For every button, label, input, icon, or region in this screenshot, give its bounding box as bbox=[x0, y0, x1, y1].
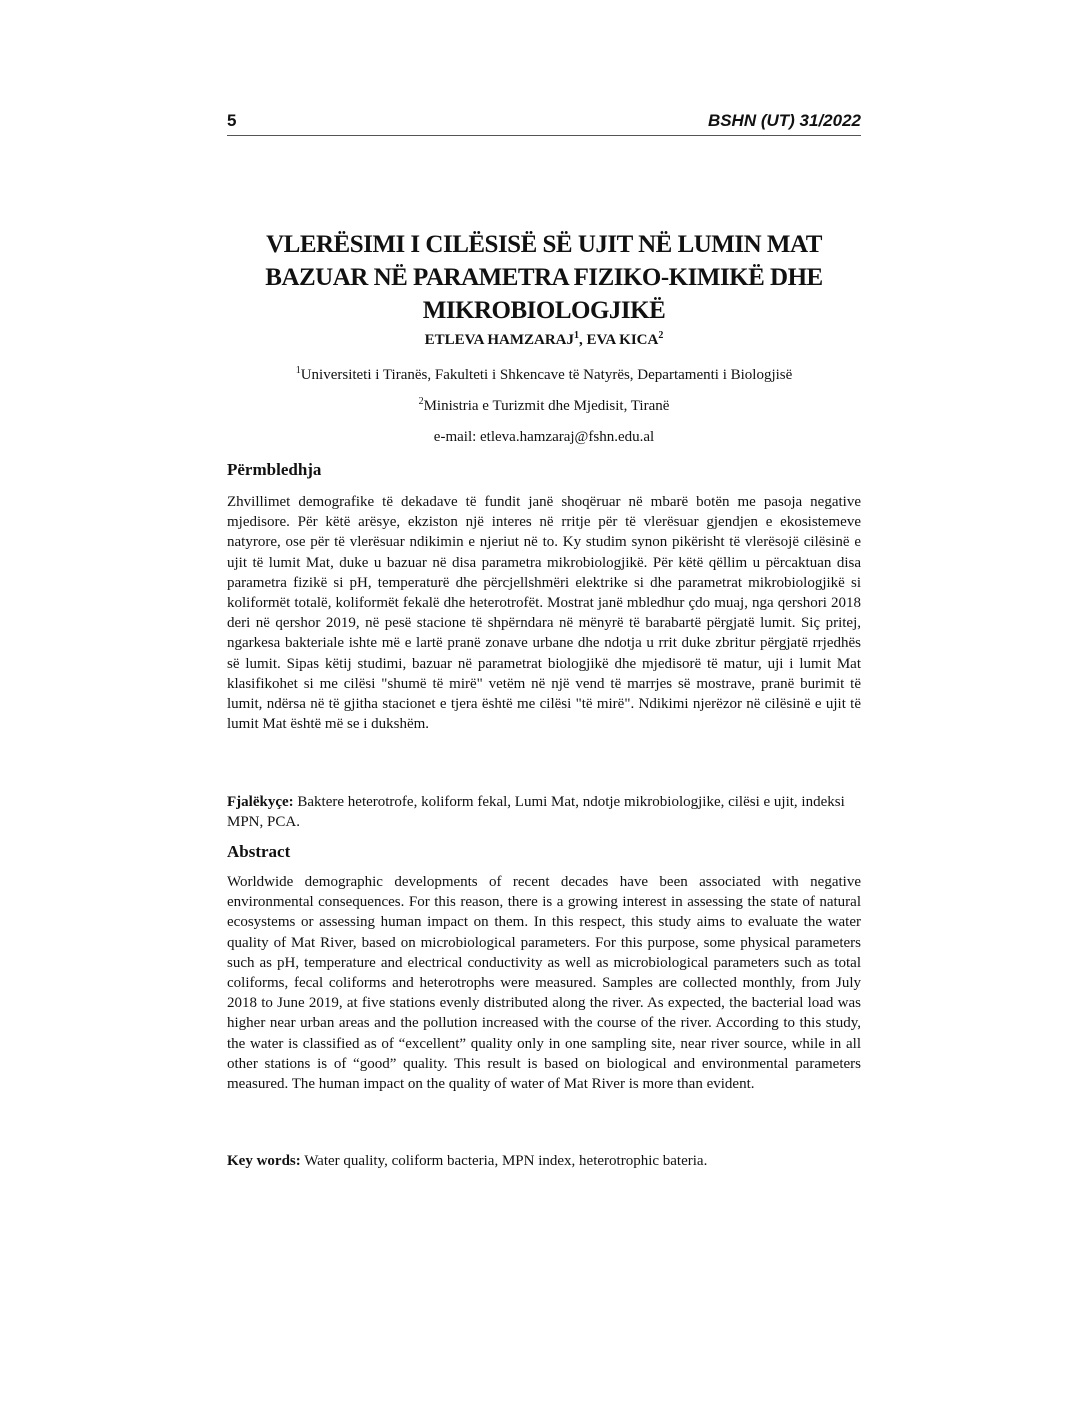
permbledhja-keywords bbox=[227, 792, 861, 832]
affiliation-1-text: Universiteti i Tiranës, Fakulteti i Shkencave të Natyrës, Departamenti i Biologjisë bbox=[300, 367, 793, 383]
title-line-2: BAZUAR NË PARAMETRA FIZIKO-KIMIKË DHE bbox=[265, 264, 823, 291]
affiliation-1 bbox=[227, 367, 861, 384]
author-1-affil-mark: 1 bbox=[574, 330, 579, 341]
permbledhja-heading: Përmbledhja bbox=[227, 460, 322, 479]
abstract-keywords-label: Key words: bbox=[227, 1153, 301, 1169]
affiliation-2-text: Ministria e Turizmit dhe Mjedisit, Tiranë bbox=[423, 398, 670, 414]
authors bbox=[227, 332, 861, 349]
paper-title bbox=[227, 228, 861, 327]
affiliation-2 bbox=[227, 398, 861, 415]
abstract-keywords-list: Water quality, coliform bacteria, MPN index, heterotrophic bateria. bbox=[300, 1153, 708, 1169]
running-header bbox=[227, 111, 861, 136]
permbledhja-keywords-list: Baktere heterotrofe, koliform fekal, Lumi Mat, ndotje mikrobiologjike, cilësi e ujit, indeksi MPN, PCA. bbox=[227, 794, 845, 831]
abstract-heading: Abstract bbox=[227, 842, 291, 861]
author-2: EVA KICA bbox=[586, 332, 659, 348]
author-2-affil-mark: 2 bbox=[658, 330, 664, 341]
affiliation-1-mark: 1 bbox=[295, 365, 301, 376]
journal-citation: BSHN (UT) 31/2022 bbox=[707, 111, 861, 130]
page-number: 5 bbox=[227, 111, 237, 130]
author-separator: , bbox=[579, 332, 587, 348]
abstract-keywords bbox=[227, 1151, 861, 1171]
permbledhja-keywords-label: Fjalëkyçe: bbox=[227, 794, 294, 810]
title-line-1: VLERËSIMI I CILËSISË SË UJIT NË LUMIN MAT bbox=[266, 231, 822, 258]
paper-page bbox=[227, 0, 861, 1408]
title-line-3: MIKROBIOLOGJIKË bbox=[422, 297, 666, 324]
author-1: ETLEVA HAMZARAJ bbox=[424, 332, 574, 348]
affiliation-2-mark: 2 bbox=[418, 396, 424, 407]
permbledhja-text: Zhvillimet demografike të dekadave të fundit janë shoqëruar në mbarë botën me pasoja negative mjedisore. Për këtë arësye, ekziston një interes në rritje për të vlerësuar gjendjen e ekosistemeve natyrore, ose për të vlerësuar ndikimin e njeriut në to. Ky studim synon pikërisht të vlerësojë cilësinë e ujit të lumit Mat, duke u bazuar në disa parametra mikrobiologjikë. Për këtë qëllim u përcaktuan disa parametra fizikë si pH, temperaturë dhe përcjellshmëri elektrike si dhe parametrat mikrobiologjikë si koliformët totalë, koliformët fekalë dhe heterotrofët. Mostrat janë mbledhur çdo muaj, nga qershori 2018 deri në qershor 2019, në pesë stacione të shpërndara në mënyrë të barabartë përgjatë lumit. Siç pritej, ngarkesa bakteriale ishte më e lartë pranë zonave urbane dhe ndotja u rrit duke zbritur përgjatë rrjedhës së lumit. Sipas këtij studimi, bazuar në parametrat biologjikë dhe mjedisorë të matur, uji i lumit Mat klasifikohet si me cilësi "shumë të mirë" vetëm në një vend të marrjes së mostrave, pranë burimit të lumit, ndërsa në të gjitha stacionet e tjera është me cilësi "të mirë". Ndikimi njerëzor në cilësinë e ujit të lumit Mat është më se i dukshëm. bbox=[227, 494, 861, 733]
contact-email: e-mail: etleva.hamzaraj@fshn.edu.al bbox=[433, 429, 655, 445]
abstract-text: Worldwide demographic developments of recent decades have been associated with negative environmental consequences. For this reason, there is a growing interest in assessing the state of natural ecosystems or assessing human impact on them. In this respect, this study aims to evaluate the water quality of Mat River, based on microbiological parameters. For this purpose, some physical parameters such as pH, temperature and electrical conductivity as well as microbiological parameters such as total coliforms, fecal coliforms and heterotrophs were measured. Samples are collected monthly, from July 2018 to June 2019, at five stations evenly distributed along the river. As expected, the bacterial load was higher near urban areas and the pollution increased with the course of the river. According to this study, the water is classified as of “excellent” quality only in one sampling site, near river source, while in all other stations is of “good” quality. This result is based on biological and environmental parameters measured. The human impact on the quality of water of Mat River is more than evident. bbox=[227, 874, 861, 1093]
